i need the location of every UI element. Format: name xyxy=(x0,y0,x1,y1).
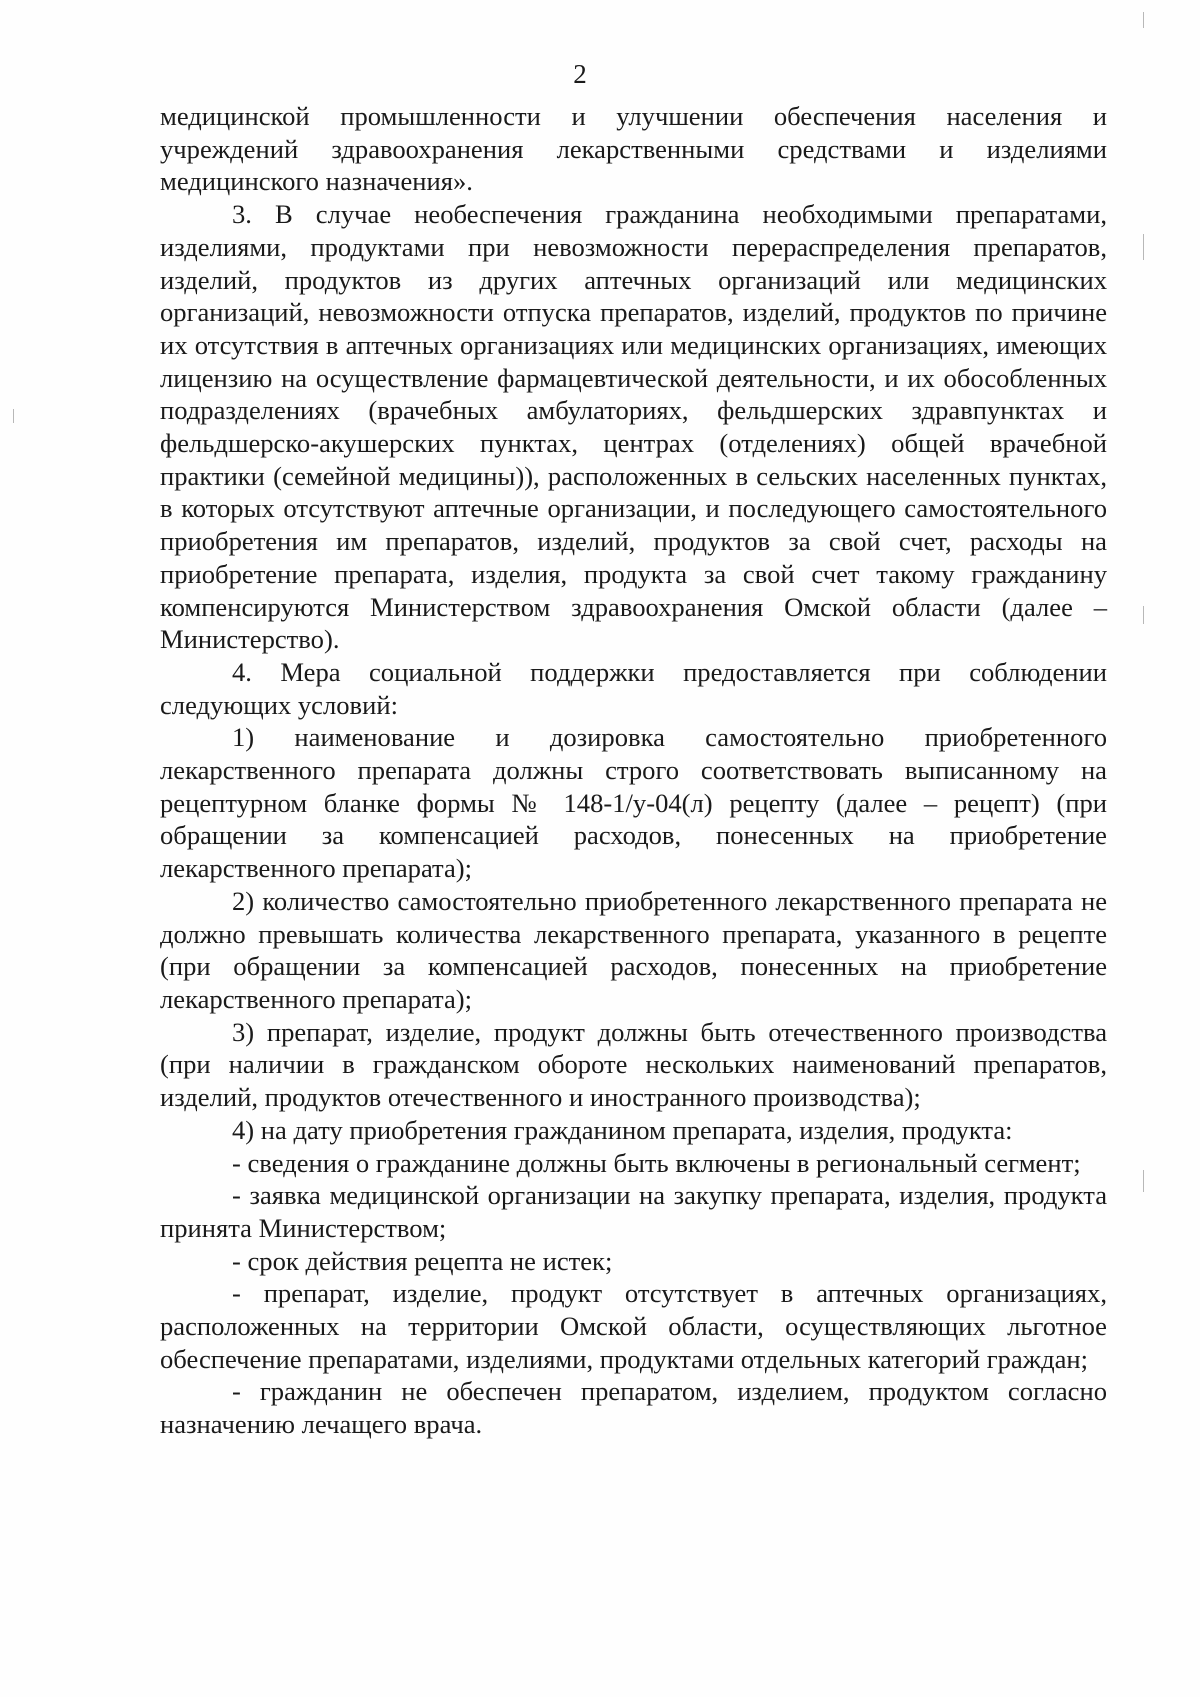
paragraph-item-4: 4. Мера социальной поддержки предоставляется при соблюдении следующих условий: xyxy=(160,656,1107,720)
page-number: 2 xyxy=(573,59,587,89)
condition-4-bullet-absent-in-pharmacies: - препарат, изделие, продукт отсутствует в аптечных организациях, расположенных на территории Омской области, осуществляющих льготное обеспечение препаратами, изделиями, продуктами отдельных категорий граждан; xyxy=(160,1278,1107,1374)
condition-1: 1) наименование и дозировка самостоятельно приобретенного лекарственного препарата должны строго соответствовать выписанному на рецептурном бланке формы № 148-1/у-04(л) рецепту (далее – рецепт) (при обращении за компенсацией расходов, понесенных на приобретение лекарственного препарата); xyxy=(160,722,1107,884)
scan-artifact-mark xyxy=(1143,234,1144,260)
condition-2: 2) количество самостоятельно приобретенного лекарственного препарата не должно превышать количества лекарственного препарата, указанного в рецепте (при обращении за компенсацией расходов, понесенных на приобретение лекарственного препарата); xyxy=(160,885,1107,1014)
paragraph-item-3: 3. В случае необеспечения гражданина необходимыми препаратами, изделиями, продуктами при невозможности перераспределения препаратов, изделий, продуктов из других аптечных организаций или медицинских организаций, невозможности отпуска препаратов, изделий, продуктов по причине их отсутствия в аптечных организациях или медицинских организациях, имеющих лицензию на осуществление фармацевтической деятельности, и их обособленных подразделениях (врачебных амбулаториях, фельдшерских здравпунктах и фельдшерско-акушерских пунктах, центрах (отделениях) общей врачебной практики (семейной медицины)), расположенных в сельских населенных пунктах, в которых отсутствуют аптечные организации, и последующего самостоятельного приобретения им препаратов, изделий, продуктов за свой счет, расходы на приобретение препарата, изделия, продукта за свой счет такому гражданину компенсируются Министерством здравоохранения Омской области (далее – Министерство). xyxy=(160,199,1107,655)
scan-artifact-mark xyxy=(1143,606,1144,624)
scan-artifact-mark xyxy=(13,409,14,423)
paragraph-continuation: медицинской промышленности и улучшении обеспечения населения и учреждений здравоохранения лекарственными средствами и изделиями медицинского назначения». xyxy=(160,101,1107,197)
condition-4-bullet-prescription-valid: - срок действия рецепта не истек; xyxy=(232,1245,613,1276)
condition-4-bullet-not-provided: - гражданин не обеспечен препаратом, изделием, продуктом согласно назначению лечащего врача. xyxy=(160,1376,1107,1440)
condition-4: 4) на дату приобретения гражданином препарата, изделия, продукта: xyxy=(232,1114,1013,1145)
condition-3: 3) препарат, изделие, продукт должны быть отечественного производства (при наличии в гражданском обороте нескольких наименований препаратов, изделий, продуктов отечественного и иностранного производства); xyxy=(160,1016,1107,1113)
scan-artifact-mark xyxy=(1143,1170,1144,1192)
scan-artifact-mark xyxy=(1143,12,1144,28)
condition-4-bullet-request-accepted: - заявка медицинской организации на закупку препарата, изделия, продукта принята Министерством; xyxy=(160,1180,1107,1243)
condition-4-bullet-regional-segment: - сведения о гражданине должны быть включены в региональный сегмент; xyxy=(232,1147,1081,1178)
document-body xyxy=(160,100,1107,1441)
